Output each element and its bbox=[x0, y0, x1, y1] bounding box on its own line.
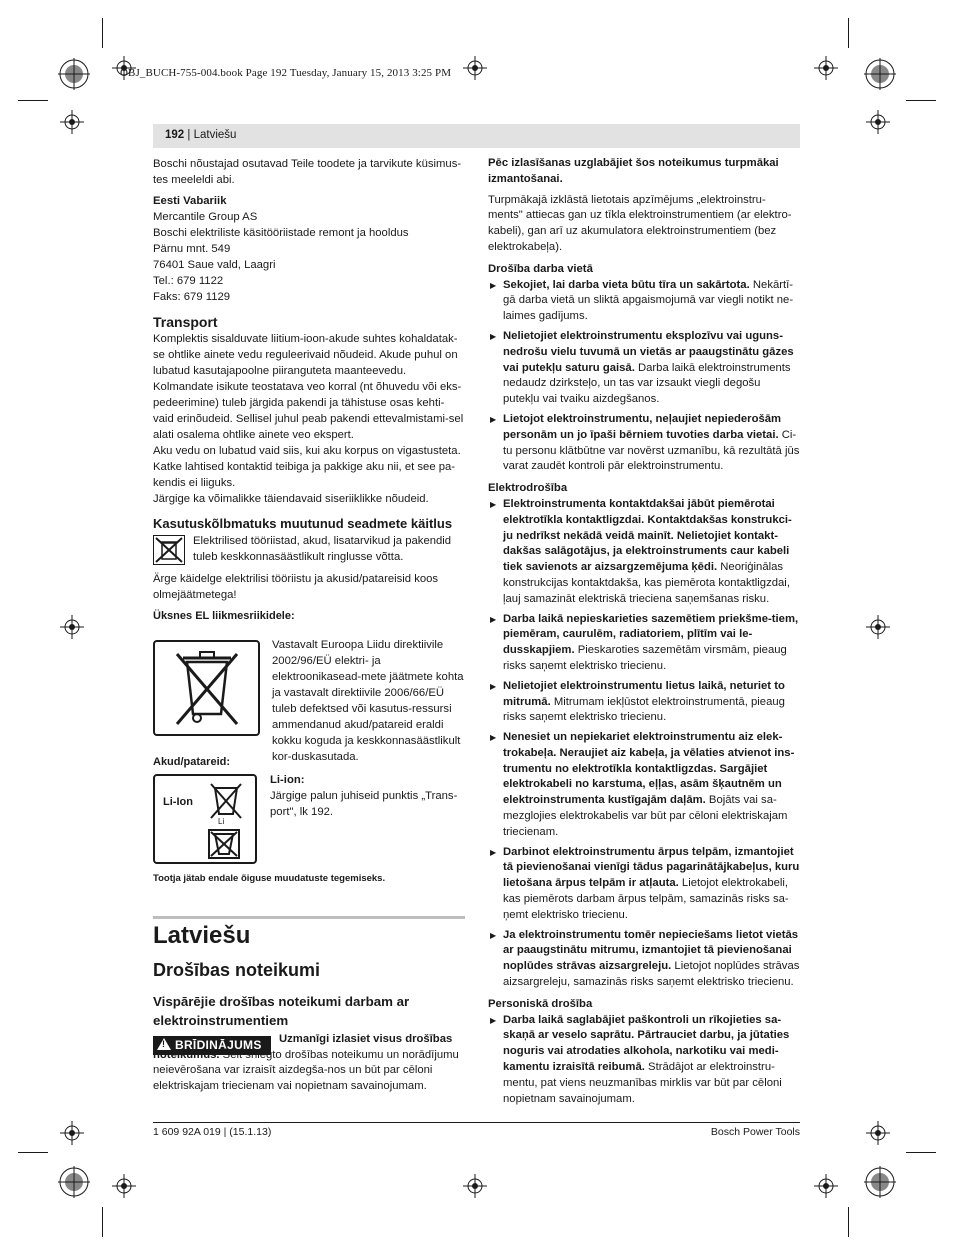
crosshair-mark-icon bbox=[112, 1174, 136, 1198]
item-text: Bojāts vai sa-mezglojies elektrokabelis var būt par cēloni elektriskajam triecienam. bbox=[503, 794, 788, 838]
list-item bbox=[488, 278, 800, 325]
print-header: OBJ_BUCH-755-004.book Page 192 Tuesday, January 15, 2013 3:25 PM bbox=[120, 67, 452, 79]
list-item bbox=[488, 329, 800, 408]
registration-mark-icon bbox=[58, 1166, 90, 1198]
battery-recycling-icon bbox=[153, 774, 257, 864]
list-item bbox=[488, 612, 800, 675]
warning-triangle-icon: ! bbox=[157, 1038, 171, 1050]
workplace-list bbox=[488, 278, 800, 476]
eu-text bbox=[272, 637, 464, 765]
item-text: Mitrumam iekļūstot elektroinstrumentā, pieaug risks saņemt elektrisko triecienu. bbox=[503, 695, 785, 724]
transport-para: Kolmandate isikute teostatava veo korral (nt õhuvedu või eks-pedeerimine) tuleb järgida pakendi ja tähistuse osas kehti-vaid erinõudeid. Sellisel juhul peab pakendi ettevalmistami-sel alati osalema ohtlike ainete veo ekspert. bbox=[153, 381, 464, 441]
personal-heading: Personiskā drošība bbox=[488, 997, 593, 1010]
page-header-bar bbox=[153, 124, 800, 148]
registration-mark-icon bbox=[864, 1166, 896, 1198]
item-text: Darba laikā elektroinstruments nedaudz dzirksteļo, un tas var izsaukt viegli degošu putekļu vai tvaiku aizdegšanos. bbox=[503, 361, 791, 406]
crosshair-mark-icon bbox=[463, 1174, 487, 1198]
crop-line bbox=[18, 100, 48, 101]
transport-para: Komplektis sisalduvate liitium-ioon-akude suhtes kohaldatak-se ohtlike ainete vedu reguleerivaid nõudeid. Akude puhul on lubatud kasutajapoolne piiranguteta maanteevedu. bbox=[153, 333, 458, 377]
crosshair-mark-icon bbox=[60, 615, 84, 639]
li-ion-info bbox=[270, 772, 464, 820]
eu-directive-text: Vastavalt Euroopa Liidu direktiivile 2002/96/EÜ elektri- ja elektroonikasead-mete jäätmete kohta ja vastavalt direktiivile 2006/66/EÜ tuleb defektsed või kasutus-ressursi ammendanud akud/patareid eraldi kokku koguda ja keskkonnasäästlikult kor-duskasutada. bbox=[272, 639, 464, 763]
crosshair-mark-icon bbox=[866, 615, 890, 639]
list-item bbox=[488, 497, 800, 608]
warning-label: BRĪDINĀJUMS bbox=[175, 1038, 262, 1052]
list-item bbox=[488, 928, 800, 991]
crosshair-mark-icon bbox=[814, 1174, 838, 1198]
crosshair-mark-icon bbox=[463, 56, 487, 80]
footer-brand: Bosch Power Tools bbox=[710, 1126, 800, 1138]
term-para: Turpmākajā izklāstā lietotais apzīmējums „elektroinstru-ments" attiecas gan uz tīkla elektroinstrumentiem (ar elektro-kabeli), gan arī uz akumulatora elektroinstrumentiem (bez elektrokabeļa). bbox=[488, 193, 792, 253]
service-line: 76401 Saue vald, Laagri bbox=[153, 259, 276, 271]
crosshair-mark-icon bbox=[60, 1121, 84, 1145]
general-safety-heading: Vispārējie drošības noteikumi darbam ar elektroinstrumentiem bbox=[153, 994, 410, 1028]
item-text: Pieskaroties sazemētām virsmām, pieaug risks saņemt elektrisko triecienu. bbox=[503, 644, 787, 672]
section-title: Latviešu bbox=[153, 922, 251, 949]
item-bold: Nenesiet un nepiekariet elektroinstrumentu aiz elek-trokabeļa. Neraujiet aiz kabeļa, ja vēlaties atvienot ins-trumentu no elektrotīkla kontaktligzdas. Sargājiet elektrokabeli no karstuma, eļļas, asām šķautnēm un elektroinstrumenta kustīgajām daļām. bbox=[503, 731, 795, 807]
item-text: Neoriģinālas konstrukcijas kontaktdakša, kas piemērota kontaktligzdai, ļauj samazināt elektriskā trieciena saņemšanas risku. bbox=[503, 561, 790, 605]
electrical-heading: Elektrodrošība bbox=[488, 482, 568, 495]
li-ion-text: Järgige palun juhiseid punktis „Trans-port", lk 192. bbox=[270, 790, 458, 818]
disposal-heading: Kasutuskõlbmatuks muutunud seadmete käitlus bbox=[153, 516, 453, 531]
registration-mark-icon bbox=[58, 58, 90, 90]
crop-line bbox=[906, 100, 936, 101]
service-line: Tel.: 679 1122 bbox=[153, 275, 224, 287]
item-bold: Darba laikā saglabājiet paškontroli un rīkojieties sa-skaņā ar veselo saprātu. Pārtrauciet darbu, ja jūtaties noguris vai atrodaties alkohola, narkotiku vai medi-kamentu izraisītā reibumā. bbox=[503, 1013, 790, 1074]
eu-heading: Üksnes EL liikmesriikidele: bbox=[153, 610, 295, 622]
workplace-heading: Drošība darba vietā bbox=[488, 262, 593, 275]
disposal-icon-text: Elektrilised tööriistad, akud, lisatarvikud ja pakendid tuleb keskkonnasäästlikult ringlusse võtta. bbox=[193, 535, 452, 563]
item-bold: Nelietojiet elektroinstrumentu eksplozīvu vai uguns-nedrošu vielu tuvumā un vietās ar paaugstinātu gāzes vai putekļu saturu gaisā. bbox=[503, 329, 794, 374]
footer-rule bbox=[153, 1122, 800, 1123]
item-text: Ci-tu personu klātbūtne var novērst uzmanību, kā rezultātā jūs varat zaudēt kontroli pār elektroinstrumentu. bbox=[503, 428, 800, 473]
crosshair-mark-icon bbox=[60, 110, 84, 134]
disposal-para: Ärge käidelge elektrilisi tööriistu ja akusid/patareisid koos olmejäätmetega! bbox=[153, 573, 439, 601]
weee-bin-icon bbox=[153, 640, 260, 736]
crop-line bbox=[848, 1207, 849, 1237]
service-line: Boschi elektriliste käsitööriistade remont ja hooldus bbox=[153, 227, 409, 239]
li-ion-icon-label: Li-Ion bbox=[163, 796, 193, 808]
item-text: Lietojot noplūdes strāvas aizsargreleju, samazinās risks saņemt elektrisko triecienu. bbox=[503, 960, 800, 989]
crossed-bin-icon bbox=[153, 535, 185, 565]
list-item bbox=[488, 1013, 800, 1108]
transport-heading: Transport bbox=[153, 314, 218, 330]
item-bold: Ja elektroinstrumentu tomēr nepieciešams lietot vietās ar paaugstinātu mitrumu, izmantojiet tā pievienošanai noplūdes strāvas aizsargreleju. bbox=[503, 928, 799, 973]
service-line: Pärnu mnt. 549 bbox=[153, 243, 231, 255]
page-header bbox=[165, 129, 236, 141]
transport-para: Järgige ka võimalikke täiendavaid siseriiklikke nõudeid. bbox=[153, 493, 429, 505]
list-item bbox=[488, 679, 800, 726]
item-text: Nekārtī-gā darba vietā un sliktā apgaismojumā var viegli notikt ne-laimes gadījums. bbox=[503, 278, 794, 323]
transport-para: Aku vedu on lubatud vaid siis, kui aku korpus on vigastusteta. Katke lahtised kontaktid teibiga ja pakkige aku nii, et see pa-kendis ei liiguks. bbox=[153, 445, 461, 489]
keep-instructions: Pēc izlasīšanas uzglabājiet šos noteikumus turpmākai izmantošanai. bbox=[488, 157, 779, 185]
warning-text: Šeit sniegto drošības noteikumu un norādījumu neievērošana var izraisīt aizdegša-nos un būt par cēloni elektriskajam triecienam vai nopietnam savainojumam. bbox=[153, 1048, 459, 1092]
footer-doc-number: 1 609 92A 019 | (15.1.13) bbox=[153, 1126, 272, 1138]
personal-list bbox=[488, 1013, 800, 1108]
section-divider bbox=[153, 916, 465, 919]
page-number: 192 bbox=[165, 129, 185, 141]
crop-line bbox=[18, 1152, 48, 1153]
warning-bold: Uzmanīgi izlasiet visus drošības noteikumus. bbox=[153, 1033, 453, 1061]
crop-line bbox=[102, 18, 103, 48]
item-text: Lietojot elektrokabeli, kas piemērots darbam ārpus telpām, samazinās risks sa-ņemt elektrisko triecienu. bbox=[503, 877, 789, 921]
electrical-list bbox=[488, 497, 800, 991]
list-item bbox=[488, 412, 800, 475]
crop-line bbox=[906, 1152, 936, 1153]
disposal-icon-row bbox=[153, 533, 465, 567]
right-column bbox=[488, 156, 800, 1111]
service-line: Faks: 679 1129 bbox=[153, 291, 231, 303]
header-language: Latviešu bbox=[193, 129, 237, 141]
safety-heading: Drošības noteikumi bbox=[153, 960, 321, 980]
list-item bbox=[488, 730, 800, 841]
item-bold: Lietojot elektroinstrumentu, neļaujiet nepiederošām personām un jo īpaši bērniem tuvoties darba vietai. bbox=[503, 412, 782, 441]
item-bold: Darbinot elektroinstrumentu ārpus telpām, izmantojiet tā pievienošanai vienīgi tādus pagarinātājkabeļus, kuru lietošana ārpus telpām ir atļauta. bbox=[503, 845, 800, 890]
manufacturer-note: Tootja jätab endale õiguse muudatuste tegemiseks. bbox=[153, 873, 386, 884]
item-bold: Sekojiet, lai darba vieta būtu tīra un sakārtota. bbox=[503, 278, 750, 291]
item-bold: Elektroinstrumenta kontaktdakšai jābūt piemērotai elektrotīkla kontaktligzdai. Kontaktdakšas konstrukci-ju nedrīkst nekādā veidā mainīt. Nelietojiet kontakt-dakšas salāgotājus, ja elektroinstruments caur kabeli tiek savienots ar aizsargzemējuma ķēdi. bbox=[503, 497, 792, 574]
crosshair-mark-icon bbox=[866, 110, 890, 134]
battery-heading-wrap bbox=[153, 754, 273, 770]
crosshair-mark-icon bbox=[814, 56, 838, 80]
li-icon-label: Li bbox=[218, 817, 225, 826]
crop-line bbox=[848, 18, 849, 48]
battery-heading: Akud/patareid: bbox=[153, 756, 231, 768]
warning-text-block bbox=[153, 1032, 465, 1094]
service-line: Mercantile Group AS bbox=[153, 211, 258, 223]
left-column bbox=[153, 156, 465, 624]
service-country: Eesti Vabariik bbox=[153, 195, 227, 207]
item-text: Strādājot ar elektroinstru-mentu, pat viens neuzmanības mirklis var būt par cēloni nopietnam savainojumam. bbox=[503, 1061, 782, 1105]
header-separator: | bbox=[184, 129, 194, 141]
item-bold: Darba laikā nepieskarieties sazemētiem priekšme-tiem, piemēram, caurulēm, radiatoriem, plītīm vai le-dusskapjiem. bbox=[503, 612, 799, 657]
crosshair-mark-icon bbox=[866, 1121, 890, 1145]
crop-line bbox=[102, 1207, 103, 1237]
intro-text: Boschi nõustajad osutavad Teile toodete ja tarvikute küsimus-tes meeleldi abi. bbox=[153, 158, 462, 186]
registration-mark-icon bbox=[864, 58, 896, 90]
li-ion-label: Li-ion: bbox=[270, 774, 305, 786]
list-item bbox=[488, 845, 800, 924]
item-bold: Nelietojiet elektroinstrumentu lietus laikā, neturiet to mitrumā. bbox=[503, 679, 785, 708]
